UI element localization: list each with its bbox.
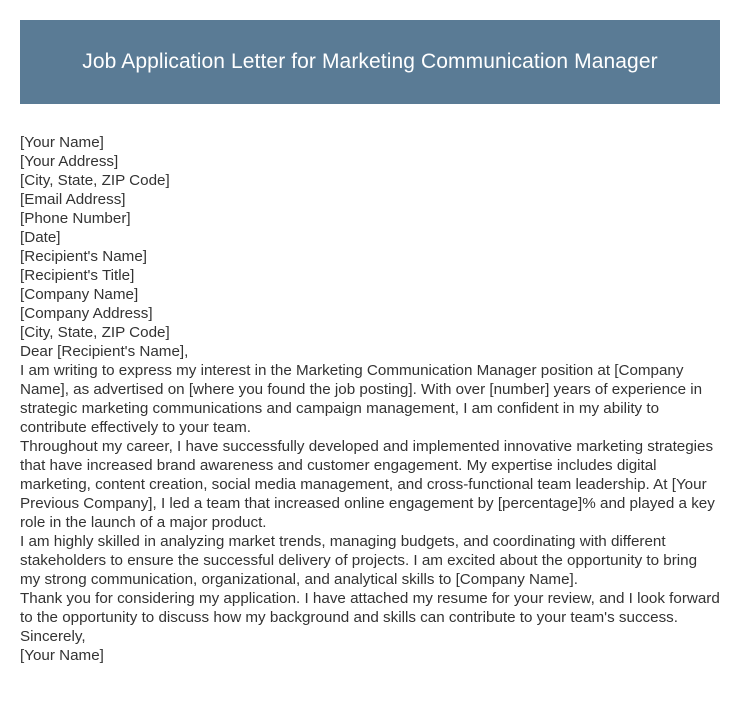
sender-city-state-zip: [City, State, ZIP Code]	[20, 172, 170, 189]
header-banner	[20, 20, 720, 104]
letter-date: [Date]	[20, 229, 61, 246]
recipient-company: [Company Name]	[20, 286, 139, 303]
recipient-name: [Recipient's Name]	[20, 248, 147, 265]
sender-name: [Your Name]	[20, 134, 104, 151]
sender-phone: [Phone Number]	[20, 210, 131, 227]
signature: [Your Name]	[20, 647, 104, 664]
body-paragraph-1: I am writing to express my interest in the Marketing Communication Manager position at [Company Name], as advertised on [where you found the job posting]. With over [number] years of experience in strategic marketing communications and campaign management, I am confident in my ability to contribute effectively to your team.	[20, 362, 703, 436]
letter-body	[20, 133, 720, 665]
body-paragraph-2: Throughout my career, I have successfully developed and implemented innovative marketing strategies that have increased brand awareness and customer engagement. My expertise includes digital marketing, content creation, social media management, and cross-functional team leadership. At [Your Previous Company], I led a team that increased online engagement by [percentage]% and played a key role in the launch of a major product.	[20, 438, 715, 531]
salutation: Dear [Recipient's Name],	[20, 343, 189, 360]
recipient-company-address: [Company Address]	[20, 305, 153, 322]
page-title: Job Application Letter for Marketing Communication Manager	[82, 50, 658, 73]
body-paragraph-3: I am highly skilled in analyzing market trends, managing budgets, and coordinating with different stakeholders to ensure the successful delivery of projects. I am excited about the opportunity to bring my strong communication, organizational, and analytical skills to [Company Name].	[20, 533, 698, 588]
recipient-city-state-zip: [City, State, ZIP Code]	[20, 324, 170, 341]
body-paragraph-4: Thank you for considering my application. I have attached my resume for your review, and I look forward to the opportunity to discuss how my background and skills can contribute to your team's success.	[20, 590, 720, 626]
sender-email: [Email Address]	[20, 191, 126, 208]
sender-address: [Your Address]	[20, 153, 119, 170]
closing: Sincerely,	[20, 628, 86, 645]
recipient-title: [Recipient's Title]	[20, 267, 135, 284]
